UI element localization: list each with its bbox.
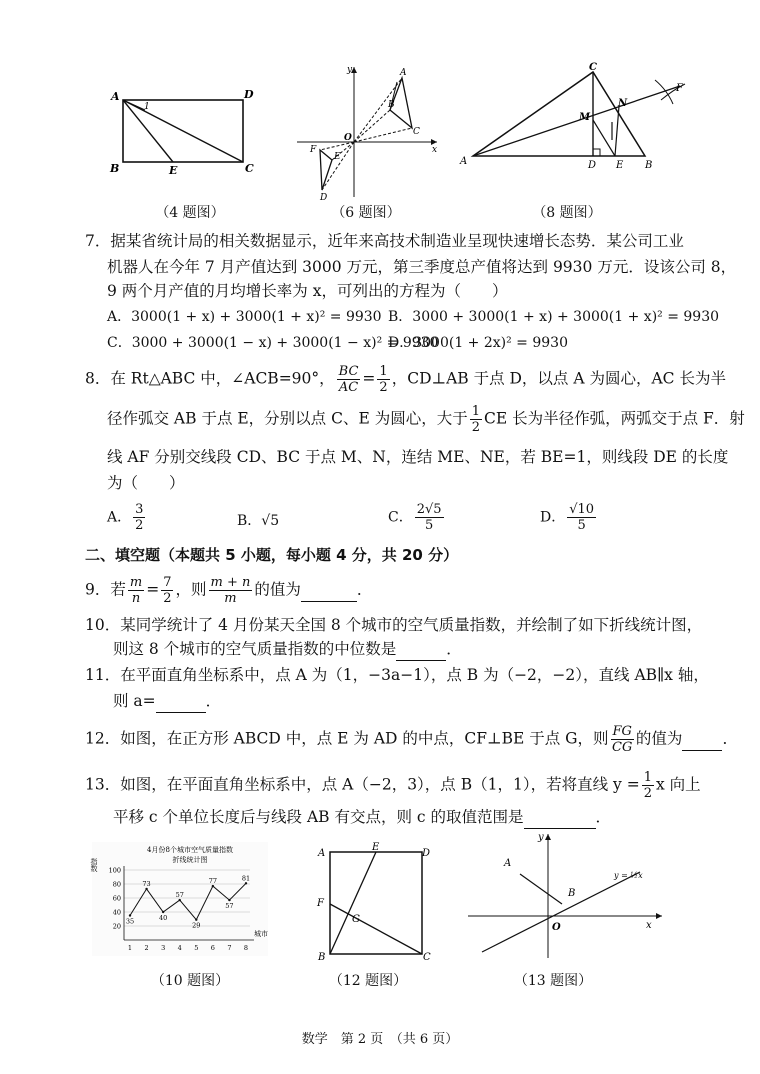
q8-option-d bbox=[540, 502, 598, 533]
q8-opt-d-num: √10 bbox=[569, 502, 595, 517]
q8-frac1-num: BC bbox=[338, 364, 359, 379]
q10-line2-text: 则这 8 个城市的空气质量指数的中位数是 bbox=[113, 640, 397, 658]
fig6-label-a: A bbox=[400, 68, 407, 78]
fig6-label-x: x bbox=[432, 145, 438, 155]
q8-frac2-num: 1 bbox=[379, 364, 388, 379]
q7-line3: 9 两个月产值的月均增长率为 x，可列出的方程为（ ） bbox=[107, 282, 508, 300]
q8-opt-a-num: 3 bbox=[135, 502, 144, 517]
fig13-label-y: y bbox=[538, 832, 544, 843]
q12-line bbox=[85, 724, 738, 755]
q8-option-a bbox=[107, 502, 147, 533]
q8-opt-a-label: A． bbox=[107, 509, 132, 526]
caption-fig6: （6 题图） bbox=[331, 205, 401, 221]
q7-option-a: A．3000(1 + x) + 3000(1 + x)² = 9930 bbox=[107, 309, 382, 325]
q8-opt-d-den: 5 bbox=[577, 518, 586, 533]
fig12-label-c: C bbox=[423, 952, 431, 962]
x-tick-label: 3 bbox=[161, 944, 166, 952]
q12-prefix: 12．如图，在正方形 ABCD 中，点 E 为 AD 的中点，CF⊥BE 于点 G，则 bbox=[85, 729, 609, 748]
q9-prefix: 9．若 bbox=[85, 580, 126, 599]
fig4-label-e: E bbox=[169, 164, 178, 177]
q13-end: ． bbox=[595, 808, 612, 826]
q8-opt-c-num: 2√5 bbox=[416, 502, 442, 517]
q8-opt-c-frac bbox=[415, 502, 444, 533]
data-point bbox=[162, 911, 164, 913]
caption-fig8: （8 题图） bbox=[532, 205, 602, 221]
figure-8-triangle bbox=[455, 62, 695, 180]
caption-fig4: （4 题图） bbox=[155, 205, 225, 221]
q11-answer-blank[interactable] bbox=[156, 690, 206, 713]
q8-eq: = bbox=[362, 369, 376, 388]
q8-option-b: B．√5 bbox=[237, 513, 280, 529]
figure-6-coordinate bbox=[292, 62, 442, 202]
x-tick-label: 1 bbox=[127, 944, 133, 952]
q8-line3: 线 AF 分别交线段 CD、BC 于点 M、N，连结 ME、NE，若 BE=1，则线段 DE 的长度 bbox=[107, 448, 729, 466]
fig8-label-b: B bbox=[645, 160, 653, 171]
q10-line2 bbox=[113, 638, 462, 661]
x-tick-label: 5 bbox=[194, 944, 199, 952]
q8-opt-d-frac bbox=[567, 502, 596, 533]
fig4-label-a: A bbox=[111, 90, 120, 103]
fig4-label-d: D bbox=[244, 88, 254, 101]
q9-f1-den: n bbox=[131, 591, 141, 606]
fig12-label-f: F bbox=[317, 898, 324, 909]
data-point bbox=[245, 882, 247, 884]
q12-frac-fg-cg bbox=[611, 724, 634, 755]
q8-fraction-bc-ac bbox=[337, 364, 361, 395]
q9-end: ． bbox=[356, 580, 373, 599]
q12-suffix: 的值为 bbox=[635, 729, 683, 748]
q8-line4: 为（ ） bbox=[107, 474, 185, 492]
x-tick-label: 4 bbox=[177, 944, 182, 952]
section-heading-fill-in: 二、填空题（本题共 5 小题，每小题 4 分，共 20 分） bbox=[85, 546, 459, 564]
q13-frac-half bbox=[642, 770, 654, 801]
figure-10-line-chart bbox=[90, 840, 270, 958]
caption-fig12: （12 题图） bbox=[328, 973, 408, 989]
q13-answer-blank[interactable] bbox=[524, 806, 596, 829]
data-point bbox=[212, 885, 214, 887]
fig8-label-e: E bbox=[616, 160, 624, 171]
figure-12-square bbox=[312, 842, 432, 962]
q7-option-d: D．3000(1 + 2x)² = 9930 bbox=[388, 335, 568, 351]
q8-opt-c-den: 5 bbox=[424, 518, 434, 533]
q9-f3-den: m bbox=[224, 591, 237, 606]
q9-eq: = bbox=[146, 580, 160, 599]
fig8-label-f: F bbox=[676, 83, 683, 94]
data-label: 73 bbox=[142, 879, 151, 888]
q13-f-num: 1 bbox=[643, 770, 652, 785]
data-point bbox=[145, 888, 147, 890]
y-tick-label: 80 bbox=[112, 880, 121, 889]
y-tick-label: 60 bbox=[112, 894, 121, 903]
fig8-label-d: D bbox=[588, 160, 597, 171]
q9-f2-num: 7 bbox=[163, 575, 172, 590]
fig13-label-x: x bbox=[646, 920, 652, 931]
fig4-label-b: B bbox=[110, 162, 120, 175]
fig13-line-equation: y = ½x bbox=[614, 871, 643, 880]
fig6-label-b: B bbox=[388, 100, 395, 110]
q10-answer-blank[interactable] bbox=[396, 638, 446, 661]
data-point bbox=[179, 899, 181, 901]
caption-fig13: （13 题图） bbox=[513, 973, 593, 989]
fig6-label-c: C bbox=[413, 127, 420, 137]
fig13-label-b: B bbox=[568, 888, 576, 899]
caption-fig10: （10 题图） bbox=[150, 973, 230, 989]
q8-option-c bbox=[388, 502, 446, 533]
y-tick-label: 40 bbox=[112, 908, 121, 917]
chart-title: 4月份8个城市空气质量指数 bbox=[147, 846, 233, 854]
q8-half-num: 1 bbox=[471, 404, 480, 419]
page-footer: 数学 第 2 页 （共 6 页） bbox=[301, 1032, 459, 1047]
q13-suffix: x 向上 bbox=[655, 775, 701, 794]
fig13-label-o: O bbox=[552, 922, 561, 933]
q8-line2b: CE 长为半径作弧，两弧交于点 F．射 bbox=[484, 409, 745, 428]
fig6-label-d: D bbox=[320, 193, 328, 202]
figure-13-coordinate bbox=[462, 830, 672, 960]
q9-frac-mn-m bbox=[209, 575, 253, 606]
q10-end: ． bbox=[446, 640, 462, 658]
q13-prefix: 13．如图，在平面直角坐标系中，点 A（−2，3），点 B（1，1），若将直线 y = bbox=[85, 775, 640, 794]
q8-line2 bbox=[107, 404, 745, 435]
q8-fraction-half bbox=[377, 364, 389, 395]
fig4-label-1: 1 bbox=[144, 102, 150, 112]
data-point bbox=[228, 899, 230, 901]
data-label: 57 bbox=[225, 902, 234, 911]
fig8-label-n: N bbox=[618, 98, 628, 109]
data-label: 57 bbox=[175, 891, 184, 900]
q9-f3-num: m + n bbox=[210, 575, 251, 590]
q9-frac-m-n bbox=[128, 575, 144, 606]
fig6-label-f: F bbox=[310, 145, 317, 155]
x-tick-label: 6 bbox=[210, 944, 215, 952]
data-label: 40 bbox=[159, 914, 168, 922]
q8-opt-c-label: C． bbox=[388, 509, 413, 526]
q13-f-den: 2 bbox=[643, 786, 652, 801]
data-point bbox=[129, 914, 131, 916]
fig4-label-c: C bbox=[245, 162, 254, 175]
q9-answer-blank[interactable] bbox=[301, 579, 357, 602]
q13-line1 bbox=[85, 770, 701, 801]
q8-opt-a-den: 2 bbox=[135, 518, 144, 533]
fig12-label-a: A bbox=[318, 848, 326, 859]
x-tick-label: 2 bbox=[144, 944, 149, 952]
q12-f-num: FG bbox=[612, 724, 632, 739]
fig12-label-g: G bbox=[352, 914, 360, 925]
q7-line1: 7．据某省统计局的相关数据显示，近年来高技术制造业呈现快速增长态势．某公司工业 bbox=[85, 232, 684, 250]
q10-line1: 10．某同学统计了 4 月份某天全国 8 个城市的空气质量指数，并绘制了如下折线统计图， bbox=[85, 616, 703, 634]
q8-half-den: 2 bbox=[471, 420, 480, 435]
fig6-label-o: O bbox=[344, 133, 352, 143]
data-label: 77 bbox=[208, 877, 217, 886]
q9-frac-7-2 bbox=[161, 575, 173, 606]
q8-opt-d-label: D． bbox=[540, 509, 566, 526]
q13-line2-text: 平移 c 个单位长度后与线段 AB 有交点，则 c 的取值范围是 bbox=[113, 808, 524, 826]
q8-rest1: ，CD⊥AB 于点 D，以点 A 为圆心，AC 长为半 bbox=[391, 369, 726, 388]
q12-f-den: CG bbox=[612, 740, 633, 755]
q11-end: ． bbox=[205, 692, 222, 710]
data-label: 29 bbox=[192, 921, 201, 930]
x-tick-label: 7 bbox=[227, 944, 232, 952]
q9-suffix: 的值为 bbox=[254, 580, 301, 599]
data-label: 81 bbox=[241, 874, 251, 883]
q11-line2-text: 则 a= bbox=[113, 692, 156, 710]
y-tick-label: 20 bbox=[112, 922, 121, 931]
fig12-label-b: B bbox=[318, 952, 326, 962]
q11-line2 bbox=[113, 690, 221, 713]
q8-line2a: 径作弧交 AB 于点 E，分别以点 C、E 为圆心，大于 bbox=[107, 409, 468, 428]
fig12-label-d: D bbox=[422, 848, 431, 859]
q11-line1: 11．在平面直角坐标系中，点 A 为（1，−3a−1），点 B 为（−2，−2），直线 AB∥x 轴， bbox=[85, 666, 709, 684]
q8-line1 bbox=[85, 364, 726, 395]
q7-line2: 机器人在今年 7 月产值达到 3000 万元，第三季度总产值将达到 9930 万元．设该公司 8， bbox=[107, 258, 737, 276]
q8-prefix: 8．在 Rt△ABC 中，∠ACB=90°， bbox=[85, 369, 335, 388]
fig8-label-c: C bbox=[589, 62, 597, 73]
y-tick-label: 100 bbox=[108, 866, 121, 875]
x-tick-label: 8 bbox=[243, 944, 249, 952]
q8-frac1-den: AC bbox=[338, 380, 359, 395]
q9-line bbox=[85, 575, 372, 606]
data-point bbox=[195, 919, 197, 921]
q12-end: ． bbox=[722, 729, 738, 748]
q8-frac2-den: 2 bbox=[379, 380, 388, 395]
fig8-label-a: A bbox=[460, 156, 468, 167]
data-label: 35 bbox=[125, 917, 135, 926]
chart-x-label: 城市 bbox=[254, 930, 268, 938]
figure-4-rectangle bbox=[105, 88, 265, 178]
q9-f2-den: 2 bbox=[163, 591, 172, 606]
fig6-label-y: y bbox=[347, 65, 353, 75]
chart-subtitle: 折线统计图 bbox=[172, 856, 208, 864]
q7-option-c: C．3000 + 3000(1 − x) + 3000(1 − x)² = 9930 bbox=[107, 335, 439, 351]
q8-fraction-half2 bbox=[470, 404, 482, 435]
q8-opt-a-frac bbox=[133, 502, 145, 533]
q9-f1-num: m bbox=[129, 575, 143, 590]
q13-line2 bbox=[113, 806, 611, 829]
fig13-label-a: A bbox=[504, 858, 512, 869]
fig6-label-e: E bbox=[334, 152, 341, 162]
chart-y-label: 指数 bbox=[90, 858, 98, 872]
fig12-label-e: E bbox=[372, 842, 380, 853]
fig8-label-m: M bbox=[579, 112, 591, 123]
q7-option-b: B．3000 + 3000(1 + x) + 3000(1 + x)² = 9930 bbox=[388, 309, 720, 325]
q9-mid: ，则 bbox=[175, 580, 207, 599]
q12-answer-blank[interactable] bbox=[682, 728, 722, 751]
